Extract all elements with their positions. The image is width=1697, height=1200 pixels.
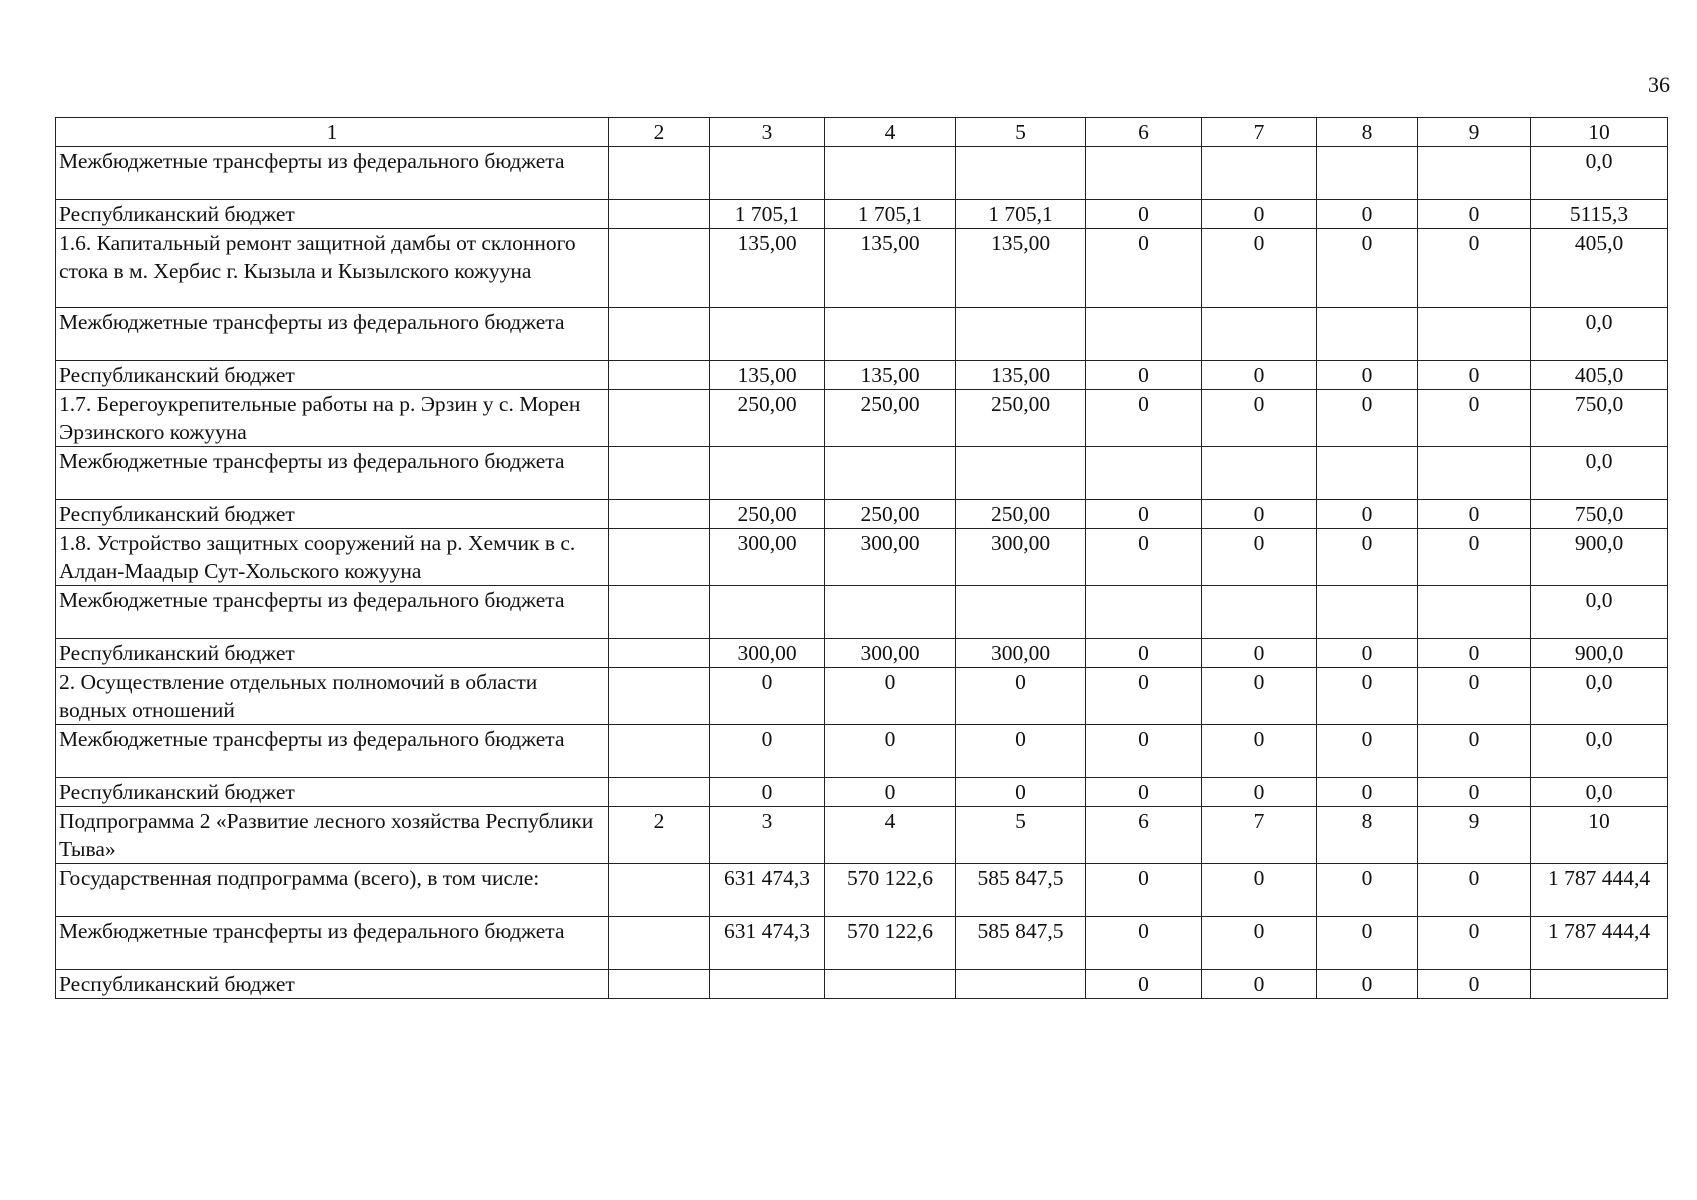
value-cell: 2 xyxy=(609,807,710,864)
value-cell: 7 xyxy=(1202,807,1317,864)
value-cell: 0,0 xyxy=(1531,586,1668,639)
value-cell: 6 xyxy=(1086,807,1202,864)
value-cell: 900,0 xyxy=(1531,639,1668,668)
value-cell: 0 xyxy=(710,668,825,725)
value-cell: 300,00 xyxy=(956,529,1086,586)
table-row xyxy=(56,200,1668,229)
value-cell xyxy=(609,668,710,725)
value-cell: 0 xyxy=(1418,639,1531,668)
value-cell: 300,00 xyxy=(825,529,956,586)
row-label-cell: Межбюджетные трансферты из федерального бюджета xyxy=(56,147,609,200)
value-cell xyxy=(1202,447,1317,500)
value-cell xyxy=(710,586,825,639)
value-cell: 250,00 xyxy=(825,390,956,447)
value-cell: 0 xyxy=(1317,970,1418,999)
value-cell: 0 xyxy=(1317,500,1418,529)
value-cell: 250,00 xyxy=(956,500,1086,529)
value-cell xyxy=(609,390,710,447)
value-cell xyxy=(1418,147,1531,200)
value-cell: 250,00 xyxy=(710,390,825,447)
value-cell: 300,00 xyxy=(956,639,1086,668)
value-cell: 0 xyxy=(710,778,825,807)
value-cell: 0 xyxy=(1418,778,1531,807)
value-cell xyxy=(956,586,1086,639)
value-cell xyxy=(1202,147,1317,200)
column-header: 7 xyxy=(1202,118,1317,147)
value-cell: 0 xyxy=(1317,390,1418,447)
value-cell: 250,00 xyxy=(710,500,825,529)
value-cell xyxy=(609,970,710,999)
value-cell: 0 xyxy=(1202,778,1317,807)
table-row xyxy=(56,361,1668,390)
value-cell: 0 xyxy=(1202,639,1317,668)
value-cell: 0 xyxy=(1317,529,1418,586)
value-cell: 0 xyxy=(1202,390,1317,447)
value-cell xyxy=(609,725,710,778)
value-cell: 0 xyxy=(1418,917,1531,970)
value-cell xyxy=(609,361,710,390)
value-cell: 900,0 xyxy=(1531,529,1668,586)
row-label-cell: Республиканский бюджет xyxy=(56,500,609,529)
table-row xyxy=(56,147,1668,200)
value-cell: 0 xyxy=(1418,500,1531,529)
value-cell xyxy=(1086,586,1202,639)
value-cell xyxy=(609,500,710,529)
value-cell: 1 787 444,4 xyxy=(1531,864,1668,917)
value-cell: 0 xyxy=(1202,725,1317,778)
value-cell: 405,0 xyxy=(1531,361,1668,390)
value-cell: 585 847,5 xyxy=(956,864,1086,917)
value-cell: 135,00 xyxy=(825,229,956,308)
value-cell: 10 xyxy=(1531,807,1668,864)
table-row xyxy=(56,970,1668,999)
value-cell: 0,0 xyxy=(1531,668,1668,725)
table-row xyxy=(56,778,1668,807)
value-cell: 0 xyxy=(1202,200,1317,229)
value-cell xyxy=(825,586,956,639)
column-header: 9 xyxy=(1418,118,1531,147)
value-cell: 750,0 xyxy=(1531,390,1668,447)
value-cell: 0,0 xyxy=(1531,308,1668,361)
value-cell: 0 xyxy=(1086,917,1202,970)
value-cell: 5115,3 xyxy=(1531,200,1668,229)
row-label-cell: Межбюджетные трансферты из федерального бюджета xyxy=(56,308,609,361)
value-cell: 0 xyxy=(1317,361,1418,390)
column-header: 4 xyxy=(825,118,956,147)
value-cell: 0 xyxy=(1086,361,1202,390)
value-cell: 750,0 xyxy=(1531,500,1668,529)
value-cell xyxy=(609,200,710,229)
table-row xyxy=(56,917,1668,970)
value-cell: 250,00 xyxy=(956,390,1086,447)
value-cell xyxy=(1317,147,1418,200)
value-cell: 0 xyxy=(1317,639,1418,668)
value-cell: 405,0 xyxy=(1531,229,1668,308)
value-cell: 135,00 xyxy=(825,361,956,390)
value-cell xyxy=(710,447,825,500)
column-header: 5 xyxy=(956,118,1086,147)
column-header: 2 xyxy=(609,118,710,147)
table-row xyxy=(56,447,1668,500)
value-cell: 0 xyxy=(1086,390,1202,447)
value-cell: 0 xyxy=(1086,200,1202,229)
table-row xyxy=(56,586,1668,639)
value-cell xyxy=(609,778,710,807)
value-cell xyxy=(1086,147,1202,200)
value-cell: 0 xyxy=(956,725,1086,778)
row-label-cell: Межбюджетные трансферты из федерального бюджета xyxy=(56,917,609,970)
value-cell: 0 xyxy=(1202,500,1317,529)
value-cell: 8 xyxy=(1317,807,1418,864)
value-cell: 135,00 xyxy=(956,229,1086,308)
value-cell: 0 xyxy=(1418,668,1531,725)
value-cell: 0 xyxy=(1317,725,1418,778)
value-cell xyxy=(1202,586,1317,639)
value-cell: 300,00 xyxy=(710,639,825,668)
value-cell: 631 474,3 xyxy=(710,864,825,917)
row-label-cell: Республиканский бюджет xyxy=(56,200,609,229)
value-cell: 4 xyxy=(825,807,956,864)
value-cell: 0 xyxy=(1202,361,1317,390)
value-cell: 1 705,1 xyxy=(825,200,956,229)
table-row xyxy=(56,390,1668,447)
table-row xyxy=(56,308,1668,361)
value-cell xyxy=(609,917,710,970)
value-cell: 1 705,1 xyxy=(956,200,1086,229)
column-header: 10 xyxy=(1531,118,1668,147)
value-cell xyxy=(1531,970,1668,999)
value-cell: 0 xyxy=(1418,970,1531,999)
column-number-row xyxy=(56,118,1668,147)
value-cell xyxy=(609,447,710,500)
value-cell: 0 xyxy=(1317,778,1418,807)
value-cell: 250,00 xyxy=(825,500,956,529)
value-cell: 5 xyxy=(956,807,1086,864)
value-cell: 0 xyxy=(1418,864,1531,917)
column-header: 6 xyxy=(1086,118,1202,147)
value-cell xyxy=(1086,308,1202,361)
value-cell: 0 xyxy=(1317,229,1418,308)
value-cell: 0,0 xyxy=(1531,447,1668,500)
value-cell: 0 xyxy=(1202,668,1317,725)
value-cell xyxy=(1418,447,1531,500)
value-cell: 0 xyxy=(1418,390,1531,447)
value-cell: 0 xyxy=(1086,970,1202,999)
value-cell: 1 705,1 xyxy=(710,200,825,229)
value-cell: 0 xyxy=(1086,500,1202,529)
value-cell: 0 xyxy=(1317,200,1418,229)
value-cell xyxy=(1418,586,1531,639)
value-cell xyxy=(609,529,710,586)
value-cell: 0 xyxy=(825,778,956,807)
value-cell: 0 xyxy=(1086,639,1202,668)
row-label-cell: 2. Осуществление отдельных полномочий в области водных отношений xyxy=(56,668,609,725)
value-cell: 0 xyxy=(1317,668,1418,725)
value-cell xyxy=(825,970,956,999)
value-cell xyxy=(956,970,1086,999)
value-cell: 0 xyxy=(1418,725,1531,778)
value-cell: 0 xyxy=(1202,529,1317,586)
table-row xyxy=(56,668,1668,725)
table-row xyxy=(56,639,1668,668)
value-cell: 300,00 xyxy=(825,639,956,668)
value-cell: 0 xyxy=(956,668,1086,725)
table-row xyxy=(56,807,1668,864)
value-cell xyxy=(609,586,710,639)
value-cell: 0 xyxy=(1317,864,1418,917)
value-cell xyxy=(825,147,956,200)
value-cell xyxy=(1418,308,1531,361)
value-cell: 300,00 xyxy=(710,529,825,586)
value-cell xyxy=(956,447,1086,500)
row-label-cell: Межбюджетные трансферты из федерального бюджета xyxy=(56,447,609,500)
value-cell: 0 xyxy=(1086,229,1202,308)
value-cell xyxy=(825,447,956,500)
value-cell: 570 122,6 xyxy=(825,864,956,917)
table-row xyxy=(56,229,1668,308)
value-cell: 0 xyxy=(1418,361,1531,390)
column-header: 3 xyxy=(710,118,825,147)
value-cell: 0 xyxy=(1418,200,1531,229)
value-cell: 135,00 xyxy=(710,229,825,308)
value-cell: 0,0 xyxy=(1531,778,1668,807)
value-cell: 0 xyxy=(1086,864,1202,917)
value-cell xyxy=(710,147,825,200)
value-cell xyxy=(956,308,1086,361)
value-cell: 631 474,3 xyxy=(710,917,825,970)
value-cell xyxy=(1317,308,1418,361)
value-cell: 0 xyxy=(1202,864,1317,917)
value-cell xyxy=(825,308,956,361)
page-number: 36 xyxy=(1648,72,1670,97)
value-cell: 0 xyxy=(825,668,956,725)
value-cell xyxy=(1086,447,1202,500)
value-cell xyxy=(710,970,825,999)
column-header: 1 xyxy=(56,118,609,147)
row-label-cell: Межбюджетные трансферты из федерального бюджета xyxy=(56,725,609,778)
row-label-cell: Республиканский бюджет xyxy=(56,778,609,807)
row-label-cell: 1.6. Капитальный ремонт защитной дамбы от склонного стока в м. Хербис г. Кызыла и Кызылского кожууна xyxy=(56,229,609,308)
table-row xyxy=(56,725,1668,778)
value-cell: 1 787 444,4 xyxy=(1531,917,1668,970)
value-cell: 0 xyxy=(1086,778,1202,807)
value-cell: 9 xyxy=(1418,807,1531,864)
row-label-cell: Межбюджетные трансферты из федерального бюджета xyxy=(56,586,609,639)
value-cell: 0,0 xyxy=(1531,147,1668,200)
value-cell: 0 xyxy=(1317,917,1418,970)
value-cell xyxy=(710,308,825,361)
value-cell: 0 xyxy=(825,725,956,778)
value-cell xyxy=(956,147,1086,200)
row-label-cell: Республиканский бюджет xyxy=(56,639,609,668)
value-cell: 0 xyxy=(1418,229,1531,308)
value-cell xyxy=(609,308,710,361)
value-cell: 570 122,6 xyxy=(825,917,956,970)
value-cell xyxy=(609,639,710,668)
value-cell: 135,00 xyxy=(956,361,1086,390)
row-label-cell: Республиканский бюджет xyxy=(56,970,609,999)
value-cell: 3 xyxy=(710,807,825,864)
value-cell: 0 xyxy=(1086,668,1202,725)
budget-table xyxy=(55,117,1668,999)
value-cell xyxy=(609,147,710,200)
value-cell: 0 xyxy=(1202,970,1317,999)
value-cell xyxy=(1317,586,1418,639)
value-cell: 0 xyxy=(1086,725,1202,778)
value-cell: 0,0 xyxy=(1531,725,1668,778)
row-label-cell: Республиканский бюджет xyxy=(56,361,609,390)
value-cell xyxy=(609,864,710,917)
value-cell: 0 xyxy=(1202,917,1317,970)
value-cell xyxy=(1202,308,1317,361)
column-header: 8 xyxy=(1317,118,1418,147)
value-cell: 0 xyxy=(1418,529,1531,586)
row-label-cell: 1.7. Берегоукрепительные работы на р. Эрзин у с. Морен Эрзинского кожууна xyxy=(56,390,609,447)
value-cell: 0 xyxy=(1202,229,1317,308)
table-row xyxy=(56,529,1668,586)
value-cell xyxy=(1317,447,1418,500)
table-row xyxy=(56,500,1668,529)
value-cell: 135,00 xyxy=(710,361,825,390)
value-cell: 0 xyxy=(1086,529,1202,586)
value-cell: 585 847,5 xyxy=(956,917,1086,970)
row-label-cell: Подпрограмма 2 «Развитие лесного хозяйства Республики Тыва» xyxy=(56,807,609,864)
row-label-cell: 1.8. Устройство защитных сооружений на р. Хемчик в с. Алдан-Маадыр Сут-Хольского кожууна xyxy=(56,529,609,586)
value-cell xyxy=(609,229,710,308)
value-cell: 0 xyxy=(956,778,1086,807)
table-row xyxy=(56,864,1668,917)
row-label-cell: Государственная подпрограмма (всего), в том числе: xyxy=(56,864,609,917)
table-body xyxy=(56,147,1668,999)
value-cell: 0 xyxy=(710,725,825,778)
